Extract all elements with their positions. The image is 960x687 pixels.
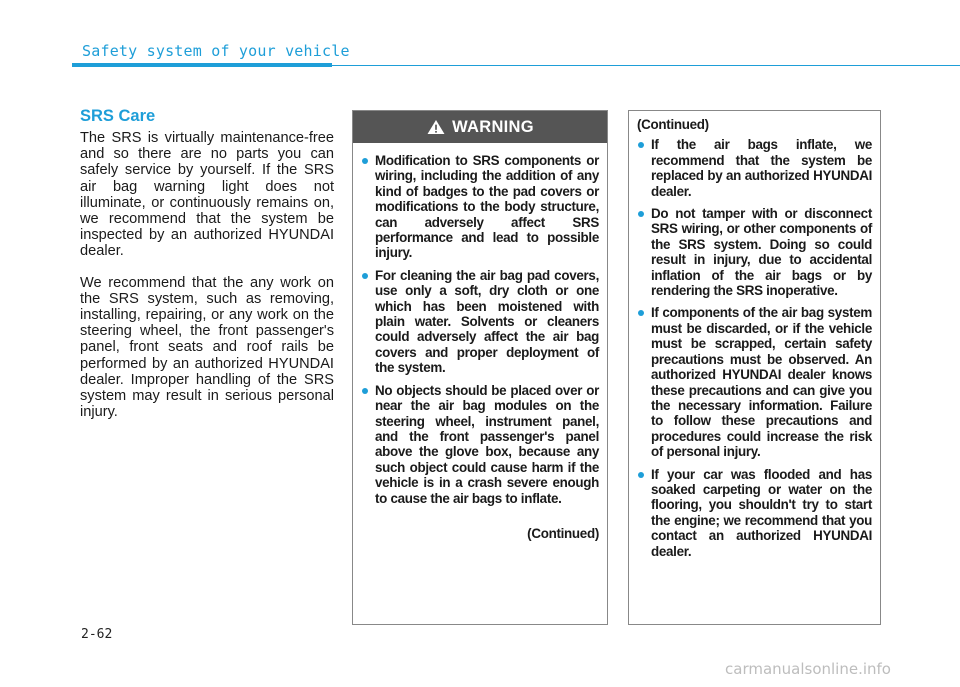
warning-list-item (637, 467, 872, 559)
bullet-dot-icon (362, 273, 368, 279)
bullet-dot-icon (362, 388, 368, 394)
warning-list-item (637, 206, 872, 298)
warning-label: WARNING (452, 117, 534, 136)
bullet-dot-icon (638, 472, 644, 478)
warning-item-text: If components of the air bag system must be discarded, or if the vehicle must be scrapped, certain safety precautions must be observed. An authorized HYUNDAI dealer knows these precautions and can give you the necessary information. Failure to follow these precautions and procedures could increase the risk of personal injury. (651, 305, 872, 460)
running-header-title: Safety system of your vehicle (82, 42, 350, 60)
warning-list-left (361, 153, 599, 506)
warning-list-right (637, 137, 872, 559)
warning-item-text: For cleaning the air bag pad covers, use only a soft, dry cloth or one which has been moistened with plain water. Solvents or cleaners could adversely affect the air bag covers and proper deployment of the system. (375, 267, 599, 376)
warning-item-text: No objects should be placed over or near the air bag modules on the steering wheel, instrument panel, and the front passenger's panel above the glove box, because any such object could cause harm if the vehicle is in a crash severe enough to cause the air bags to inflate. (375, 382, 599, 506)
page-number: 2-62 (81, 627, 113, 642)
header-rule-thick (72, 63, 332, 67)
continued-label: (Continued) (637, 117, 709, 132)
warning-list-item (361, 383, 599, 506)
warning-item-text: If the air bags inflate, we recommend that the system be replaced by an authorized HYUNDAI dealer. (651, 137, 872, 199)
watermark-text: carmanualsonline.info (725, 660, 891, 678)
warning-list-item (361, 268, 599, 376)
bullet-dot-icon (638, 211, 644, 217)
continued-label: (Continued) (527, 525, 599, 541)
body-paragraph: We recommend that the any work on the SRS system, such as removing, installing, repairing, or any work on the steering wheel, the front passenger's panel, front seats and roof rails be performed by an authorized HYUNDAI dealer. Improper handling of the SRS system may result in serious personal injury. (80, 274, 334, 421)
warning-list-item (361, 153, 599, 261)
warning-content-left (353, 143, 607, 541)
bullet-dot-icon (362, 158, 368, 164)
warning-item-text: Do not tamper with or disconnect SRS wiring, or other components of the SRS system. Doing so could result in injury, due to accidental inflation of the air bags or by rendering the SRS inoperative. (651, 206, 872, 299)
warning-item-text: If your car was flooded and has soaked carpeting or water on the flooring, you shouldn't try to start the engine; we recommend that you contact an authorized HYUNDAI dealer. (651, 466, 872, 559)
warning-list-item (637, 137, 872, 199)
body-paragraph: The SRS is virtually maintenance-free and so there are no parts you can safely service by yourself. If the SRS air bag warning light does not illuminate, or continuously remains on, we recommend that the system be inspected by an authorized HYUNDAI dealer. (80, 130, 334, 260)
warning-box-right (628, 110, 881, 625)
warning-triangle-icon (426, 119, 446, 135)
header-rule-thin (332, 65, 960, 66)
bullet-dot-icon (638, 142, 644, 148)
warning-content-right (629, 111, 880, 559)
warning-item-text: Modification to SRS components or wiring, including the addition of any kind of badges to the pad covers or modifications to the body structure, can adversely affect SRS performance and lead to possible injury. (375, 153, 599, 261)
section-heading: SRS Care (80, 107, 156, 125)
bullet-dot-icon (638, 310, 644, 316)
warning-header-bar (353, 111, 607, 143)
warning-list-item (637, 305, 872, 459)
body-text-column (80, 130, 334, 435)
warning-box-left (352, 110, 608, 625)
